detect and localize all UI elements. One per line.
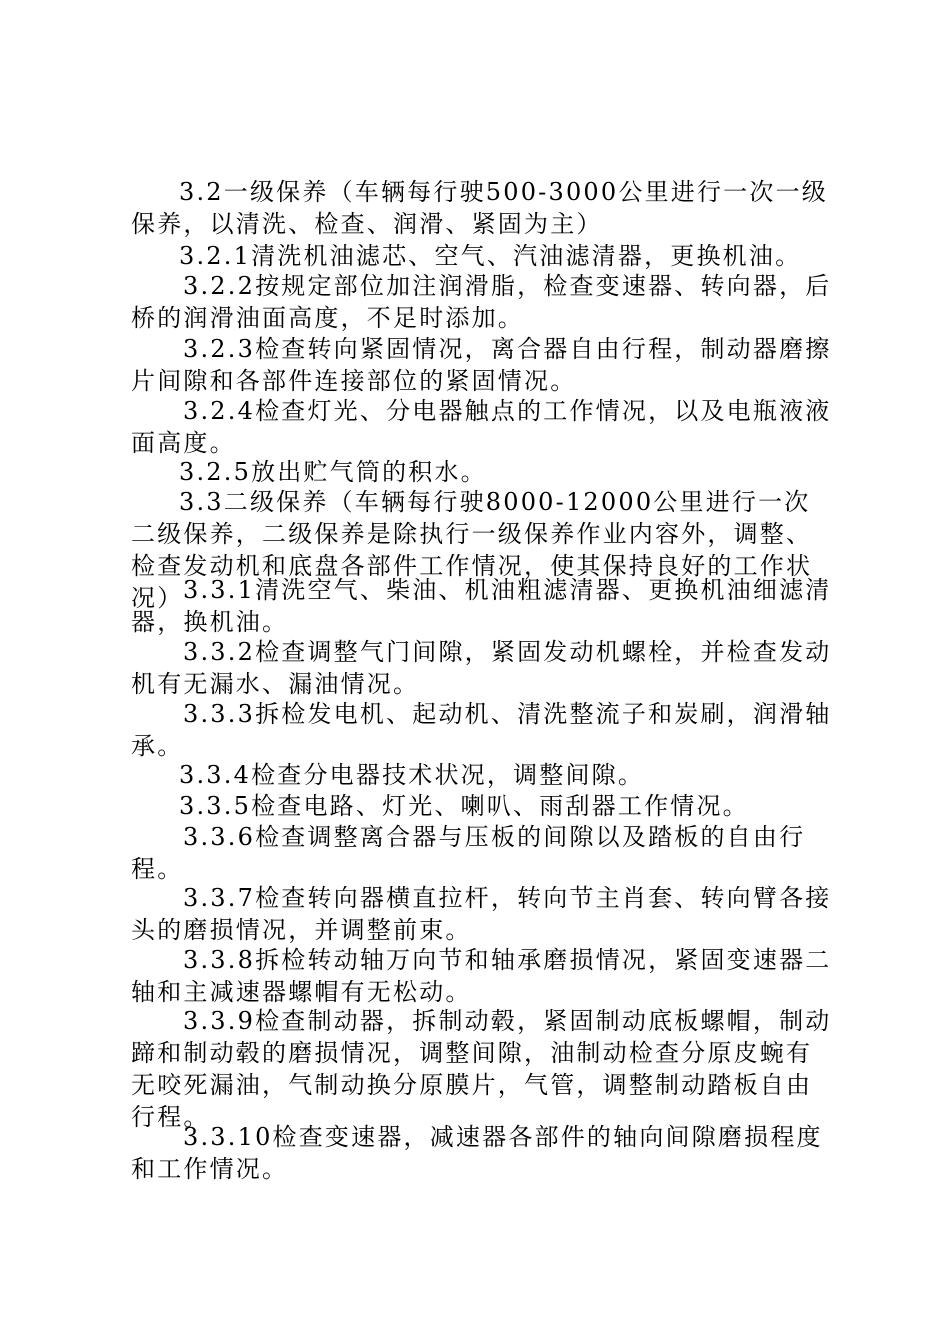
paragraph-3-2-4: 3.2.4检查灯光、分电器触点的工作情况，以及电瓶液液面高度。 xyxy=(131,397,832,457)
paragraph-3-3-9: 3.3.9检查制动器，拆制动毂，紧固制动底板螺帽，制动蹄和制动毂的磨损情况，调整间隙，油制动检查分原皮蜿有无咬死漏油，气制动换分原膜片，气管，调整制动踏板自由行程。 xyxy=(131,1007,832,1131)
paragraph-3-3-10: 3.3.10检查变速器，减速器各部件的轴向间隙磨损程度和工作情况。 xyxy=(131,1123,823,1183)
paragraph-3-2-5: 3.2.5放出贮气筒的积水。 xyxy=(179,458,487,486)
paragraph-3-2-3: 3.2.3检查转向紧固情况，离合器自由行程，制动器磨擦片间隙和各部件连接部位的紧固情况。 xyxy=(131,335,832,395)
paragraph-3-3-5: 3.3.5检查电路、灯光、喇叭、雨刮器工作情况。 xyxy=(179,792,749,820)
paragraph-3-3-1: 3.3.1清洗空气、柴油、机油粗滤清器、更换机油细滤清器，换机油。 xyxy=(131,576,832,636)
paragraph-3-3-7: 3.3.7检查转向器横直拉杆，转向节主肖套、转向臂各接头的磨损情况，并调整前束。 xyxy=(131,884,832,944)
paragraph-3-2-1: 3.2.1清洗机油滤芯、空气、汽油滤清器，更换机油。 xyxy=(179,242,802,270)
paragraph-3-3-2: 3.3.2检查调整气门间隙，紧固发动机螺栓，并检查发动机有无漏水、漏油情况。 xyxy=(131,638,832,698)
paragraph-3-3-8: 3.3.8拆检转动轴万向节和轴承磨损情况，紧固变速器二轴和主减速器螺帽有无松动。 xyxy=(131,946,832,1006)
paragraph-3-3-4: 3.3.4检查分电器技术状况，调整间隙。 xyxy=(179,761,645,789)
paragraph-3-2: 3.2一级保养（车辆每行驶500-3000公里进行一次一级保养，以清洗、检查、润滑、紧固为主） xyxy=(131,178,828,238)
paragraph-3-2-2: 3.2.2按规定部位加注润滑脂，检查变速器、转向器，后桥的润滑油面高度，不足时添加。 xyxy=(131,272,832,332)
paragraph-3-3: 3.3二级保养（车辆每行驶8000-12000公里进行一次二级保养，二级保养是除执行一级保养作业内容外，调整、检查发动机和底盘各部件工作情况，使其保持良好的工作状况） xyxy=(131,488,813,612)
paragraph-3-3-6: 3.3.6检查调整离合器与压板的间隙以及踏板的自由行程。 xyxy=(131,823,806,883)
paragraph-3-3-3: 3.3.3拆检发电机、起动机、清洗整流子和炭刷，润滑轴承。 xyxy=(131,700,832,760)
